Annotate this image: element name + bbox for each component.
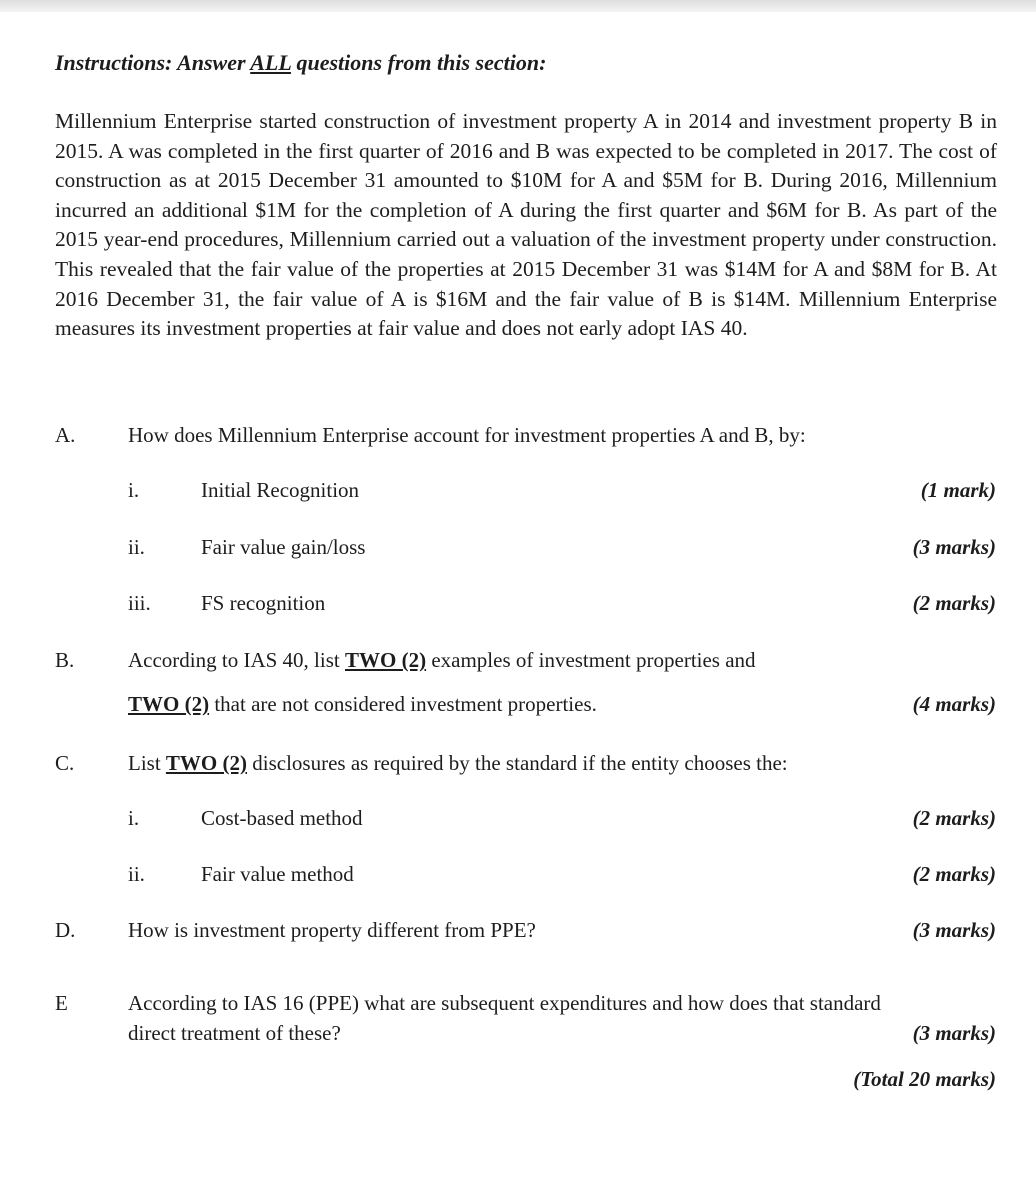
question-b-line-2-post: that are not considered investment properties.	[209, 692, 597, 716]
question-d-text: How is investment property different from PPE?	[128, 918, 536, 942]
question-b-line-1-pre: According to IAS 40, list	[128, 648, 345, 672]
question-b-letter: B.	[55, 648, 75, 672]
instructions-prefix: Instructions: Answer	[55, 50, 251, 75]
question-d-marks: (3 marks)	[912, 918, 996, 942]
scenario-paragraph: Millennium Enterprise started construction of investment property A in 2014 and investment property B in 2015. A was completed in the first quarter of 2016 and B was expected to be completed in 2017. The cost of construction as at 2015 December 31 amounted to $10M for A and $5M for B. During 2016, Millennium incurred an additional $1M for the completion of A during the first quarter and $6M for B. As part of the 2015 year-end procedures, Millennium carried out a valuation of the investment property under construction. This revealed that the fair value of the properties at 2015 December 31 was $14M for A and $8M for B. At 2016 December 31, the fair value of A is $16M and the fair value of B is $14M. Millennium Enterprise measures its investment properties at fair value and does not early adopt IAS 40.	[55, 109, 997, 341]
question-c-sub-2-num: ii.	[128, 862, 145, 886]
question-c-sub-1-text: Cost-based method	[201, 806, 363, 830]
question-b-marks: (4 marks)	[912, 692, 996, 716]
instructions-emphasis: ALL	[250, 50, 291, 75]
question-a-sub-1-text: Initial Recognition	[201, 478, 360, 502]
question-e-letter: E	[55, 991, 68, 1015]
question-c-sub-1-num: i.	[128, 806, 140, 830]
question-c-sub-2-marks: (2 marks)	[912, 862, 996, 886]
question-c-pre: List	[128, 751, 166, 775]
question-a-letter: A.	[55, 423, 76, 447]
question-b-line-1-post: examples of investment properties and	[426, 648, 756, 672]
question-a-sub-3-text: FS recognition	[201, 591, 326, 615]
question-c-sub-1-marks: (2 marks)	[912, 806, 996, 830]
question-a-sub-1-num: i.	[128, 478, 140, 502]
question-b-line-2	[128, 692, 597, 717]
question-c-post: disclosures as required by the standard if the entity chooses the:	[247, 751, 788, 775]
question-b-line-2-emphasis: TWO (2)	[128, 692, 210, 716]
question-e-line-1: According to IAS 16 (PPE) what are subsequent expenditures and how does that standard	[128, 991, 881, 1015]
instructions-heading	[55, 50, 546, 76]
question-b-line-1	[128, 648, 756, 673]
top-edge-shadow	[0, 0, 1036, 12]
question-a-sub-3-num: iii.	[128, 591, 151, 615]
question-e-line-2: direct treatment of these?	[128, 1021, 341, 1045]
question-a-sub-3-marks: (2 marks)	[912, 591, 996, 615]
question-a-sub-2-num: ii.	[128, 535, 145, 559]
question-d-letter: D.	[55, 918, 76, 942]
instructions-suffix: questions from this section:	[290, 50, 547, 75]
question-a-sub-1-marks: (1 mark)	[920, 478, 996, 502]
question-c-emphasis: TWO (2)	[165, 751, 247, 775]
question-a-sub-2-marks: (3 marks)	[912, 535, 996, 559]
question-c-letter: C.	[55, 751, 75, 775]
total-marks: (Total 20 marks)	[853, 1067, 996, 1091]
question-e-marks: (3 marks)	[912, 1021, 996, 1045]
question-b-line-1-emphasis: TWO (2)	[344, 648, 427, 672]
question-c-sub-2-text: Fair value method	[201, 862, 354, 886]
question-a-text: How does Millennium Enterprise account for investment properties A and B, by:	[128, 423, 806, 447]
question-c-text	[128, 751, 788, 776]
question-a-sub-2-text: Fair value gain/loss	[201, 535, 366, 559]
